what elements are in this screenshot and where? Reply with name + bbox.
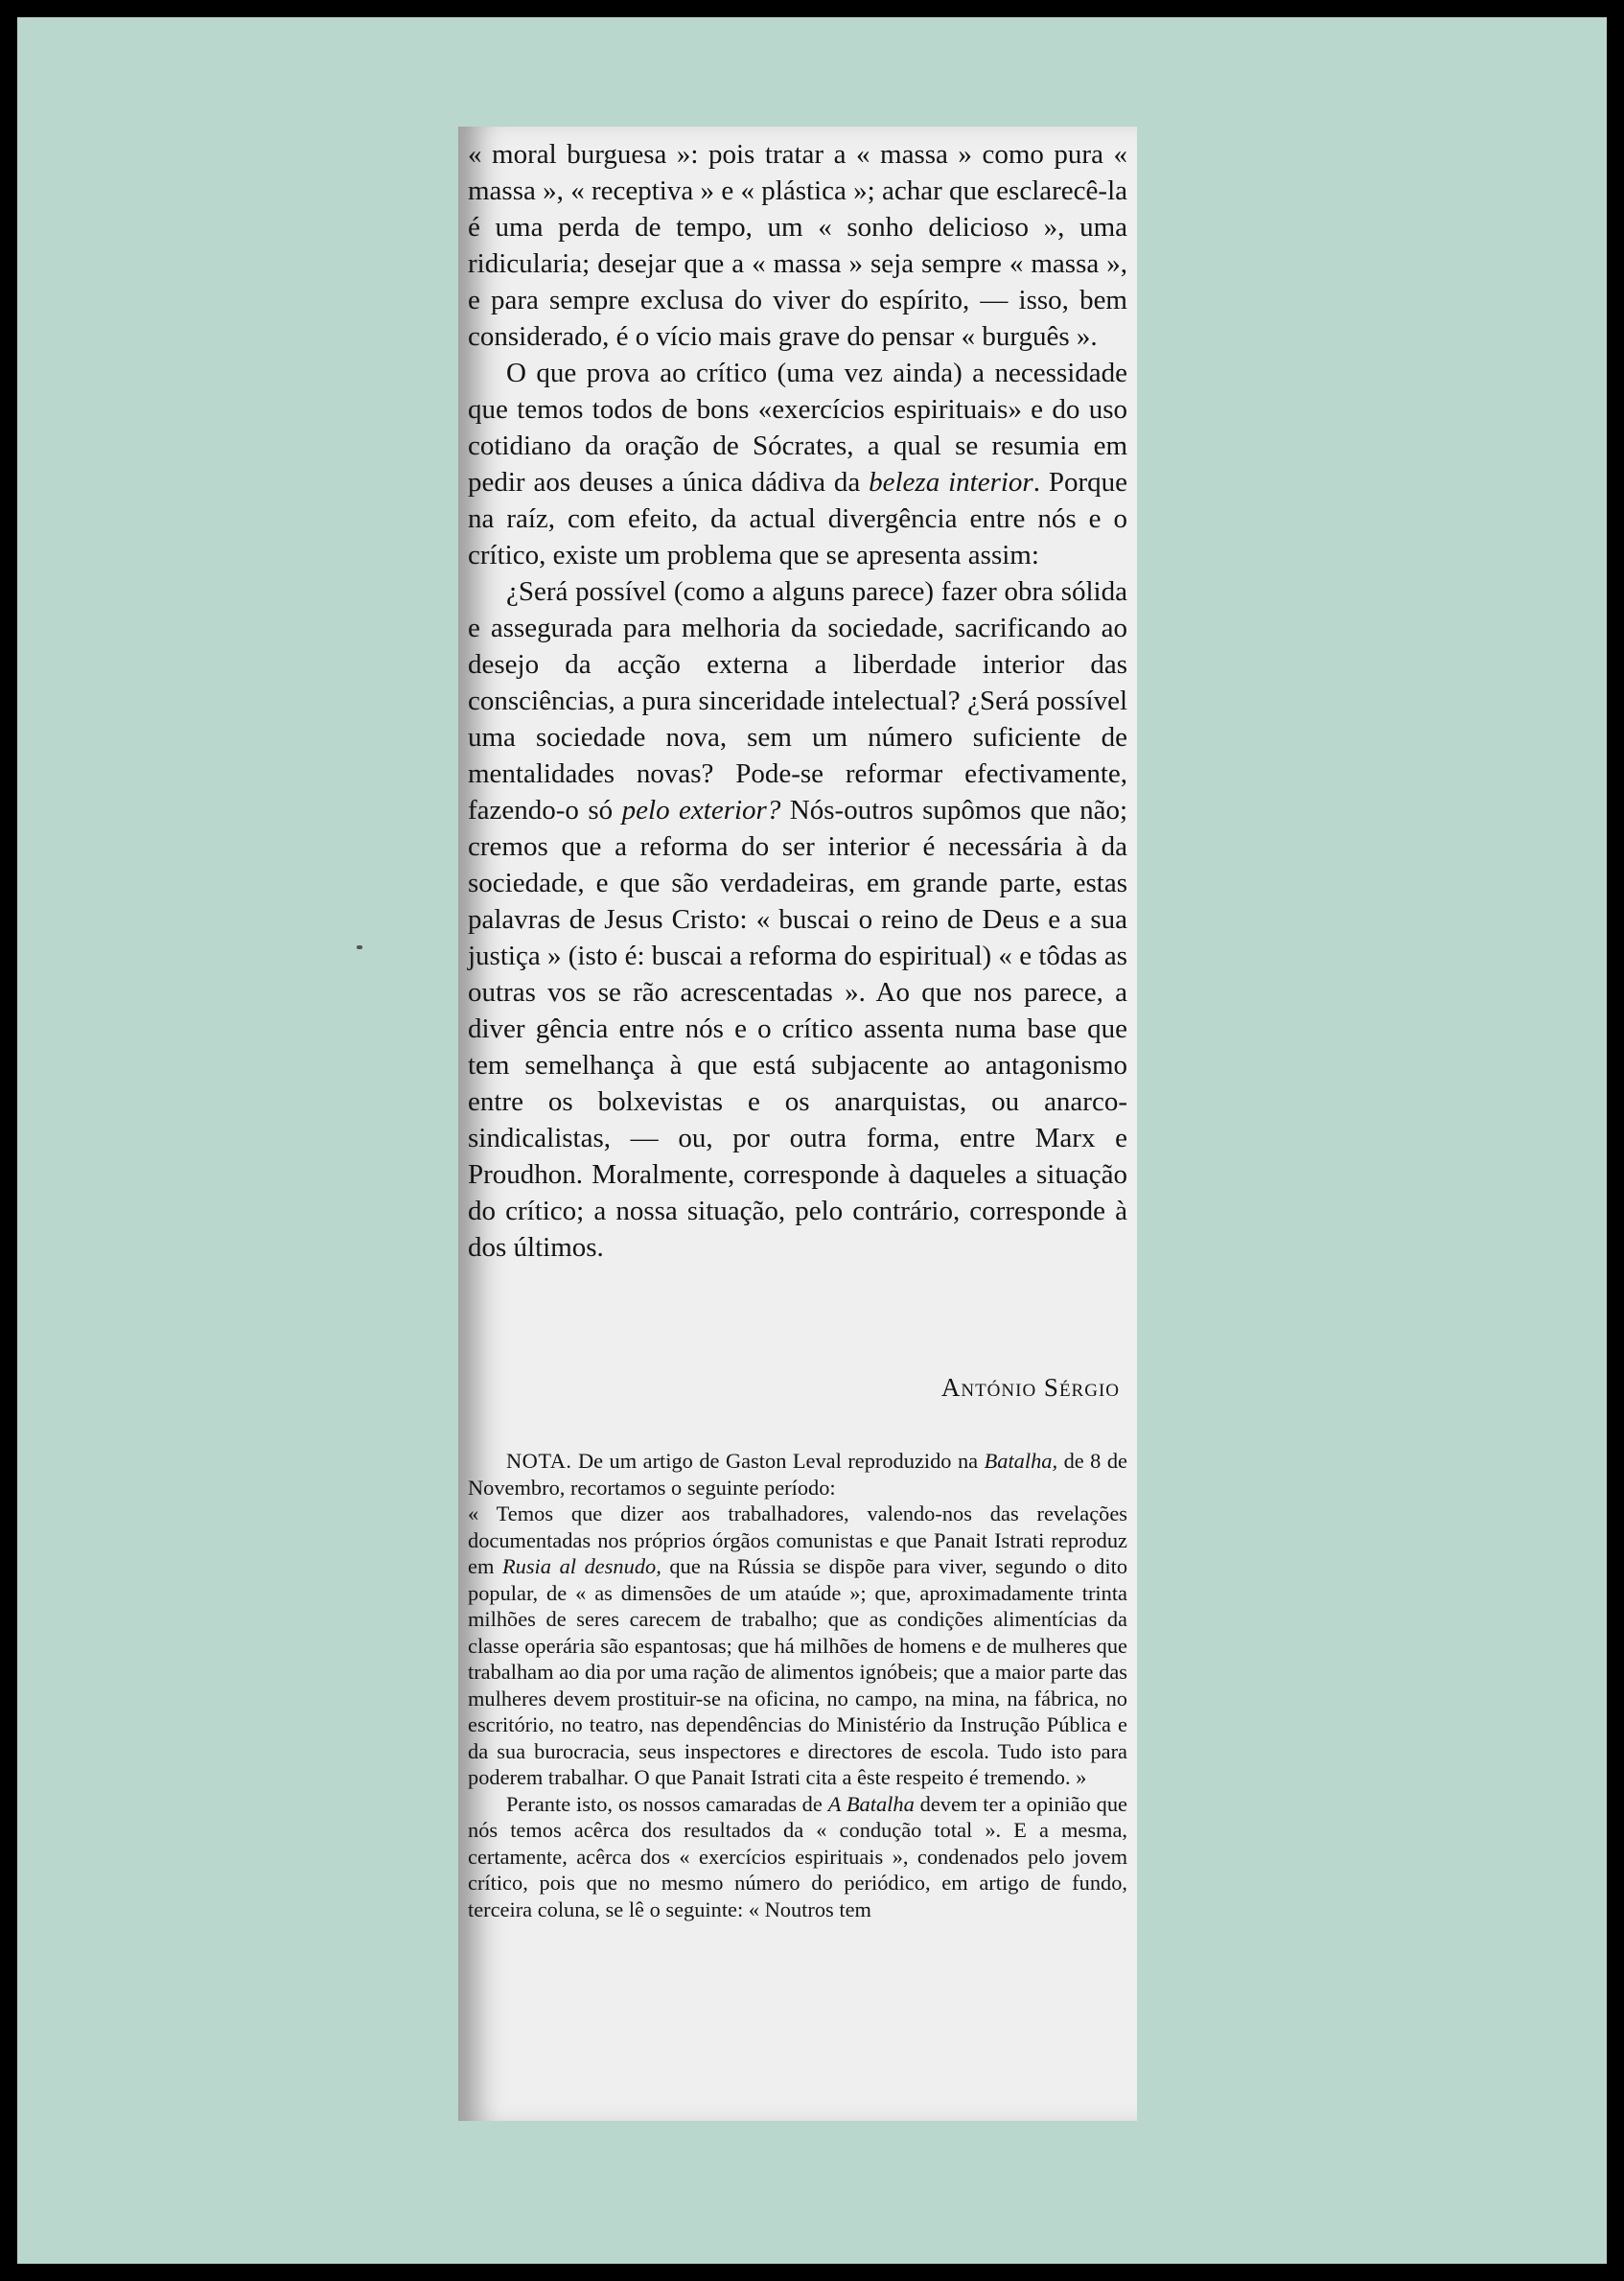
scan-sheet xyxy=(17,17,1607,2264)
note-intro-emphasis: Batalha, xyxy=(984,1449,1058,1473)
paragraph-2-text-a: O que prova ao crítico (uma vez ainda) a necessidade que temos todos de bons «exercícios espirituais» e do uso cotidiano da oração de Sócrates, a qual se resumia em pedir aos deuses a única dádiva da xyxy=(468,358,1127,498)
note-quote xyxy=(468,1501,1127,1791)
paragraph-3-text-b: Nós-outros supômos que não; cremos que a reforma do ser interior é necessária à da sociedade, e que são verdadeiras, em grande parte, estas palavras de Jesus Cristo: « buscai o reino de Deus e a sua justiça » (isto é: buscai a reforma do espiritual) « e tôdas as outras vos se rão acrescentadas ». Ao que nos parece, a diver gência entre nós e o crítico assenta numa base que tem semelhança à que está subjacente ao antagonismo entre os bolxevistas e os anarquistas, ou anarco-sindicalistas, — ou, por outra forma, entre Marx e Proudhon. Moralmente, corresponde à daqueles a situação do crítico; a nossa situação, pelo contrário, corresponde à dos últimos. xyxy=(468,795,1127,1263)
note-intro xyxy=(468,1448,1127,1501)
note-closing xyxy=(468,1791,1127,1923)
note-intro-text-a: De um artigo de Gaston Leval reproduzido na xyxy=(571,1449,985,1473)
paragraph-2-emphasis: beleza interior xyxy=(869,467,1033,498)
paragraph-3-emphasis: pelo exterior? xyxy=(621,795,781,826)
note-quote-text-b: que na Rússia se dispõe para viver, segundo o dito popular, de « as dimensões de um ataúde »; que, aproximadamente trinta milhões de seres carecem de trabalho; que as condições alimentícias da classe operária são espantosas; que há milhões de homens e de mulheres que trabalham ao dia por uma ração de alimentos ignóbeis; que a maior parte das mulheres devem prostituir-se na oficina, no campo, na mina, na fábrica, no escritório, no teatro, nas dependências do Ministério da Instrução Pública e da sua burocracia, seus inspectores e directores de escola. Tudo isto para poderem trabalhar. O que Panait Istrati cita a êste respeito é tremendo. » xyxy=(468,1554,1128,1789)
article-body xyxy=(468,136,1127,1266)
note-closing-emphasis: A Batalha xyxy=(827,1791,915,1816)
note-closing-text-a: Perante isto, os nossos camaradas de xyxy=(506,1791,828,1816)
note-intro-text-b: de 8 de Novembro, recortamos o seguinte período: xyxy=(468,1449,1127,1500)
author-signature: António Sérgio xyxy=(940,1373,1120,1402)
scan-speck xyxy=(357,945,362,949)
paragraph-3-text-a: ¿Será possível (como a alguns parece) fazer obra sólida e assegurada para melhoria da sociedade, sacrificando ao desejo da acção externa a liberdade interior das consciências, a pura sinceridade intelectual? ¿Será possível uma sociedade nova, sem um número suficiente de mentalidades novas? Pode-se reformar efectivamente, fazendo-o só xyxy=(468,576,1127,826)
note-quote-text-a: « Temos que dizer aos trabalhadores, valendo-nos das revelações documentadas nos próprios órgãos comunistas e que Panait Istrati reproduz em xyxy=(468,1501,1127,1578)
note-quote-emphasis: Rusia al desnudo, xyxy=(501,1554,661,1578)
paragraph-2 xyxy=(468,355,1127,573)
note-label: NOTA. xyxy=(506,1449,572,1473)
newspaper-clipping xyxy=(458,127,1137,2121)
note-closing-text-b: devem ter a opinião que nós temos acêrca dos resultados da « condução total ». E a mesma, certamente, acêrca dos « exercícios espirituais », condenados pelo jovem crítico, pois que no mesmo número do periódico, em artigo de fundo, terceira coluna, se lê o seguinte: « Noutros tem xyxy=(468,1791,1127,1921)
paragraph-3 xyxy=(468,573,1127,1266)
note-section xyxy=(468,1448,1127,1922)
paragraph-1: « moral burguesa »: pois tratar a « massa » como pura « massa », « receptiva » e « plástica »; achar que esclarecê-la é uma perda de tempo, um « sonho delicioso », uma ridicularia; desejar que a « massa » seja sempre « massa », e para sempre exclusa do viver do espírito, — isso, bem considerado, é o vício mais grave do pensar « burguês ». xyxy=(468,139,1127,352)
paragraph-2-text-b: . Porque na raíz, com efeito, da actual divergência entre nós e o crítico, existe um problema que se apresenta assim: xyxy=(468,467,1127,570)
